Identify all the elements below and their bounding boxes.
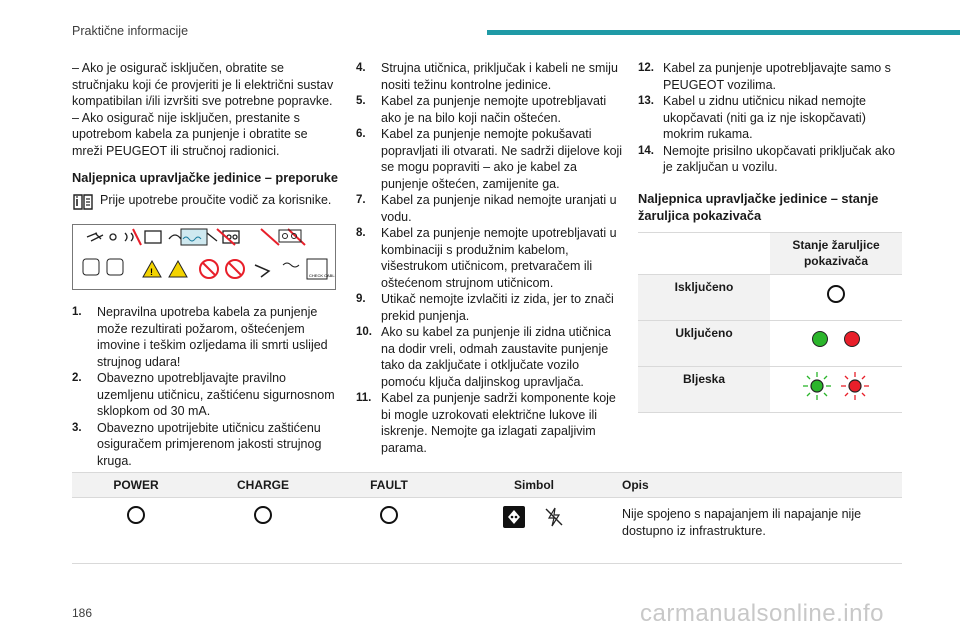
status-table bbox=[72, 472, 902, 564]
list-item: 3. Obavezno upotrijebite utičnicu zaštićenu osiguračem primjerenom jakosti strujnog kruga. bbox=[72, 420, 322, 468]
column-1 bbox=[72, 60, 340, 469]
table-row bbox=[72, 498, 902, 564]
col-header-simbol: Simbol bbox=[452, 473, 616, 498]
list-item: 13. Kabel u zidnu utičnicu nikad nemojte ukopčavati (niti ga iz nje iskopčavati) mokrim rukama. bbox=[638, 94, 866, 141]
list-item: 11. Kabel za punjenje sadrži komponente koje bi mogle uzrokovati električne lukove ili iskrenje. Nemojte ga izlagati zapaljivim parama. bbox=[356, 391, 616, 455]
light-off-icon bbox=[827, 285, 845, 303]
state-off-cell bbox=[770, 274, 902, 320]
svg-text:!: ! bbox=[150, 267, 153, 277]
green-light-blinking-icon bbox=[800, 371, 834, 401]
green-light-on-icon bbox=[812, 331, 828, 347]
manual-note bbox=[72, 192, 340, 212]
power-cell bbox=[72, 498, 200, 564]
charge-cell bbox=[200, 498, 326, 564]
book-info-icon bbox=[72, 192, 94, 212]
manual-note-text: Prije upotrebe proučite vodič za korisnike. bbox=[100, 193, 332, 207]
section-title: Praktične informacije bbox=[72, 24, 189, 38]
state-blink-cell bbox=[770, 366, 902, 412]
fuse-note-1: – Ako je osigurač isključen, obratite se stručnjaku koji će provjeriti je li električni sustav kompatibilan i/ili izvršiti sve potrebne popravke. bbox=[72, 61, 334, 108]
simbol-cell bbox=[452, 498, 616, 564]
list-item: 6. Kabel za punjenje nemojte pokušavati popravljati ili otvarati. Ne sadrži dijelove koji se mogu popraviti – ako je kabel za punjenje oštećen, zamijenite ga. bbox=[356, 127, 623, 191]
list-item: 1. Nepravilna upotreba kabela za punjenje može rezultirati požarom, oštećenjem imovine i teškim ozljedama ili smrti uslijed strujnog udara! bbox=[72, 305, 328, 369]
red-light-on-icon bbox=[844, 331, 860, 347]
list-item: 8. Kabel za punjenje nemojte upotrebljavati u kombinaciji s produžnim kabelom, višestrukom utičnicom, pretvaračem ili oštećenom strujnom utičnicom. bbox=[356, 226, 617, 290]
header-accent-bar bbox=[487, 30, 960, 35]
no-power-icon bbox=[543, 506, 565, 528]
page-number: 186 bbox=[72, 606, 93, 620]
list-item: 5. Kabel za punjenje nemojte upotrebljavati ako je na bilo koji način oštećen. bbox=[356, 94, 607, 125]
list-item: 9. Utikač nemojte izvlačiti iz zida, jer to znači prekid punjenja. bbox=[356, 292, 614, 323]
recommendations-heading: Naljepnica upravljačke jedinice – preporuke bbox=[72, 170, 339, 185]
recommendations-list-1 bbox=[72, 304, 340, 469]
column-3 bbox=[638, 60, 906, 413]
column-2 bbox=[356, 60, 624, 456]
opis-cell: Nije spojeno s napajanjem ili napajanje nije dostupno iz infrastrukture. bbox=[616, 498, 902, 564]
state-label-off: Isključeno bbox=[638, 274, 770, 320]
plug-socket-icon bbox=[503, 506, 525, 528]
list-item: 12. Kabel za punjenje upotrebljavajte samo s PEUGEOT vozilima. bbox=[638, 61, 891, 92]
state-label-on: Uključeno bbox=[638, 320, 770, 366]
control-unit-label bbox=[72, 224, 336, 290]
fuse-notes bbox=[72, 60, 340, 159]
watermark: carmanualsonline.info bbox=[640, 600, 884, 627]
indicator-state-heading: Naljepnica upravljačke jedinice – stanje žaruljica pokazivača bbox=[638, 190, 879, 223]
col-header-charge: CHARGE bbox=[200, 473, 326, 498]
fault-light-off-icon bbox=[380, 506, 398, 524]
red-light-blinking-icon bbox=[838, 371, 872, 401]
col-header-power: POWER bbox=[72, 473, 200, 498]
list-item: 14. Nemojte prisilno ukopčavati priključak ako je zaključan u vozilu. bbox=[638, 143, 896, 174]
indicator-state-table bbox=[638, 232, 902, 413]
state-table-header: Stanje žaruljice pokazivača bbox=[770, 232, 902, 274]
power-light-off-icon bbox=[127, 506, 145, 524]
check-cable-caption: CHECK CABLE bbox=[309, 273, 335, 278]
fault-cell bbox=[326, 498, 452, 564]
recommendations-list-2 bbox=[356, 60, 624, 456]
charge-light-off-icon bbox=[254, 506, 272, 524]
recommendations-list-3 bbox=[638, 60, 906, 176]
warning-pictograms bbox=[73, 225, 335, 289]
list-item: 10. Ako su kabel za punjenje ili zidna utičnica na dodir vreli, odmah zaustavite punjenje tako da zaključate i otključate vozilo pomoću ključa daljinskog upravljača. bbox=[356, 325, 611, 389]
col-header-fault: FAULT bbox=[326, 473, 452, 498]
list-item: 4. Strujna utičnica, priključak i kabeli ne smiju nositi težinu kontrolne jedinice. bbox=[356, 61, 618, 92]
col-header-opis: Opis bbox=[616, 473, 902, 498]
fuse-note-2: – Ako osigurač nije isključen, prestanite s upotrebom kabela za punjenje i obratite se mreži PEUGEOT ili stručnoj radionici. bbox=[72, 110, 308, 158]
list-item: 2. Obavezno upotrebljavajte pravilno uzemljenu utičnicu, zaštićenu sigurnosnom sklopkom od 30 mA. bbox=[72, 371, 335, 418]
state-label-blink: Bljeska bbox=[638, 366, 770, 412]
list-item: 7. Kabel za punjenje nikad nemojte uranjati u vodu. bbox=[356, 193, 617, 224]
state-on-cell bbox=[770, 320, 902, 366]
